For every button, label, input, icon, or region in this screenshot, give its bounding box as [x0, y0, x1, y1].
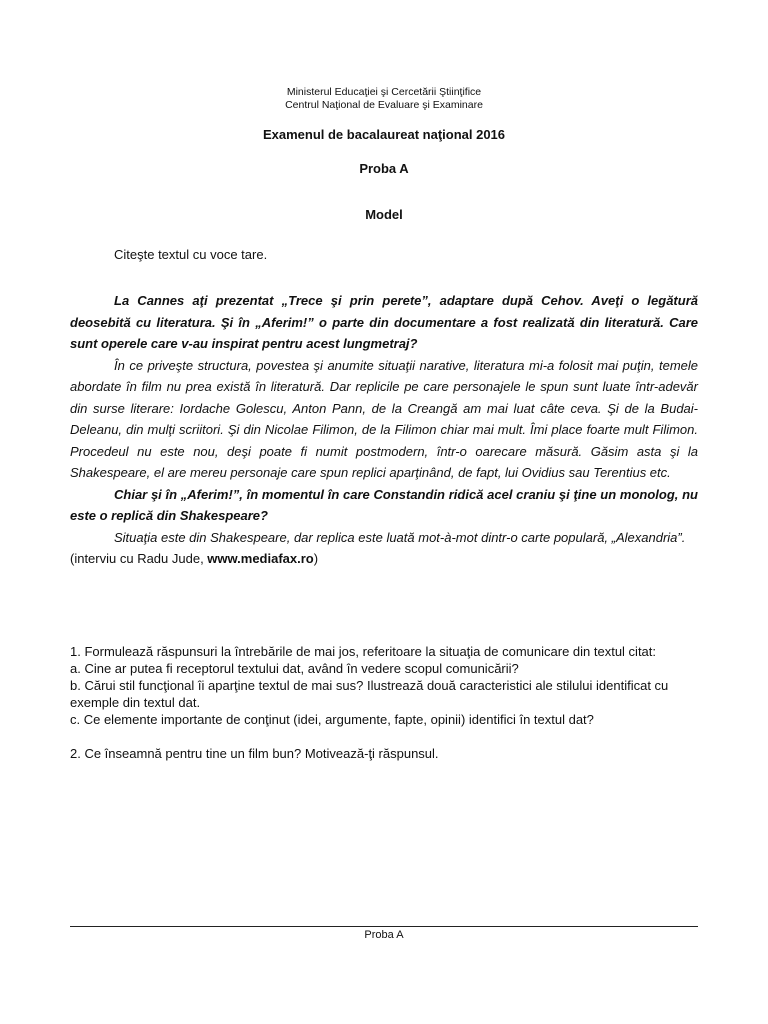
source-citation [70, 548, 698, 570]
model-title: Model [365, 207, 403, 222]
task-1: 1. Formulează răspunsuri la întrebările de mai jos, referitoare la situaţia de comunicare din textul citat: [70, 644, 657, 659]
source-prefix: (interviu cu Radu Jude, [70, 551, 208, 566]
task-1b: b. Cărui stil funcţional îi aparţine textul de mai sus? Ilustrează două caracteristici ale stilului identificat cu exemple din textul dat. [70, 678, 669, 710]
proba-title: Proba A [359, 161, 409, 176]
interview-text [70, 290, 698, 570]
task-list [70, 643, 710, 762]
page-footer: Proba A [364, 929, 404, 941]
instruction-text: Citeşte textul cu voce tare. [114, 247, 268, 262]
source-suffix: ) [313, 551, 319, 566]
task-2: 2. Ce înseamnă pentru tine un film bun? Motivează-ţi răspunsul. [70, 746, 439, 761]
exam-title: Examenul de bacalaureat naţional 2016 [262, 127, 506, 142]
footer-divider [70, 926, 698, 927]
center-name: Centrul Naţional de Evaluare şi Examinare [285, 98, 483, 111]
page-header [0, 86, 768, 111]
ministry-name: Ministerul Educaţiei şi Cercetării Ştiinţifice [286, 86, 482, 98]
answer-1: În ce priveşte structura, povestea şi anumite situaţii narative, literatura mi-a folosit mai puţin, temele abordate în film nu prea există în literatură. Dar replicile pe care personajele le spun sunt luate într-adevăr din surse literare: Iordache Golescu, Anton Pann, de la Creangă am mai luat câte ceva. Şi de la Budai-Deleanu, din mulţi scriitori. Şi din Nicolae Filimon, de la Filimon chiar mai mult. Îmi place foarte mult Filimon. Procedeul nu este nou, deşi poate fi numit postmodern, într-o oarecare măsură. Găsim asta şi la Shakespeare, el are mereu personaje care spun replici aparţinând, de fapt, lui Ovidius sau Terentius etc. [70, 357, 698, 480]
source-link: www.mediafax.ro [207, 551, 314, 566]
answer-2: Situaţia este din Shakespeare, dar replica este luată mot-à-mot dintr-o carte populară, „Alexandria”. [114, 529, 686, 545]
task-1c: c. Ce elemente importante de conţinut (idei, argumente, fapte, opinii) identifici în textul dat? [70, 712, 594, 727]
question-1: La Cannes aţi prezentat „Trece şi prin perete”, adaptare după Cehov. Aveţi o legătură deosebită cu literatura. Şi în „Aferim!” o parte din documentare a fost realizată din literatură. Care sunt operele care v-au inspirat pentru acest lungmetraj? [70, 293, 698, 351]
task-1a: a. Cine ar putea fi receptorul textului dat, având în vedere scopul comunicării? [70, 661, 519, 676]
question-2: Chiar şi în „Aferim!”, în momentul în care Constandin ridică acel craniu şi ţine un monolog, nu este o replică din Shakespeare? [70, 486, 698, 523]
